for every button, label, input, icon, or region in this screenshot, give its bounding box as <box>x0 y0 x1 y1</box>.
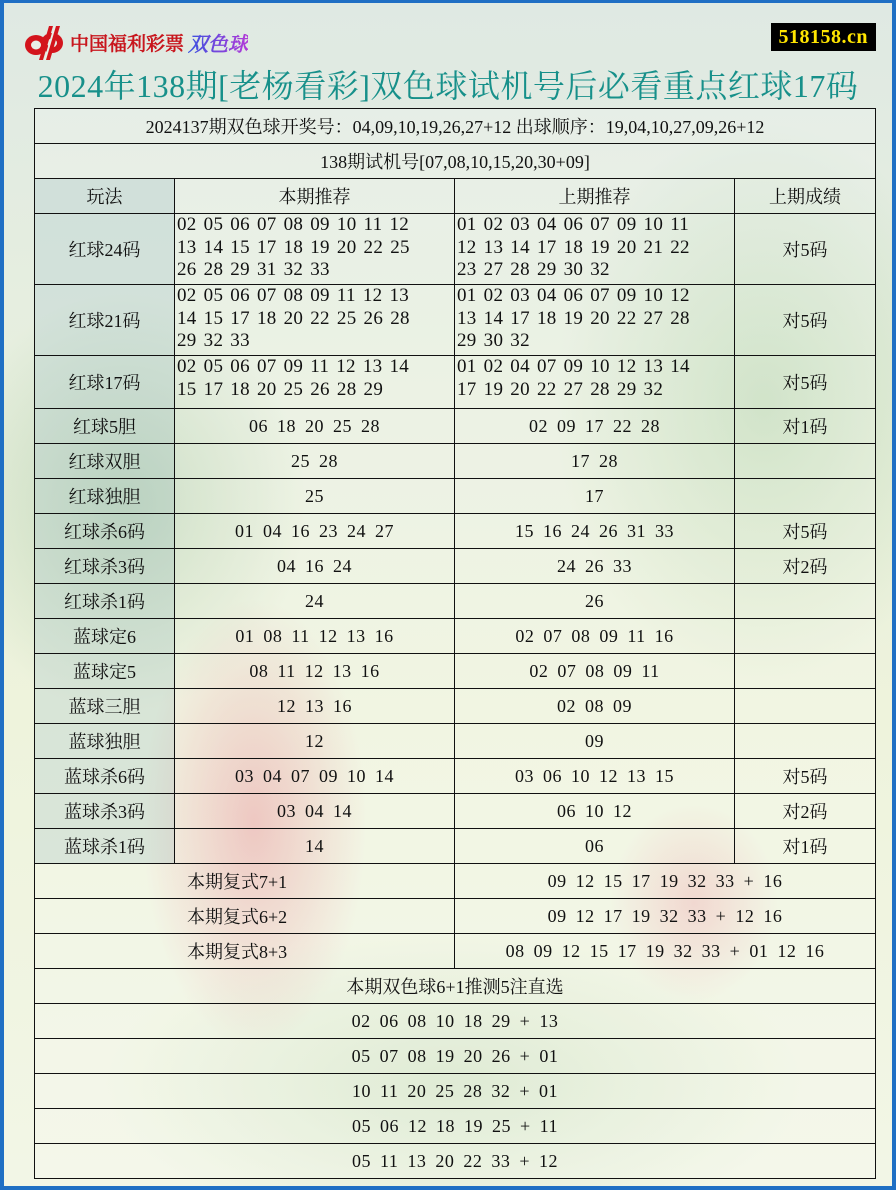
number-line: 26 28 29 31 32 33 <box>177 259 330 280</box>
table-row <box>35 356 876 409</box>
table-row <box>35 409 876 444</box>
number-line: 02 05 06 07 08 09 11 12 13 <box>177 285 410 306</box>
previous-numbers: 26 <box>455 584 735 619</box>
previous-numbers: 09 <box>455 724 735 759</box>
pick-row <box>35 1039 876 1074</box>
previous-result: 对5码 <box>735 214 876 285</box>
table-row <box>35 829 876 864</box>
table-row <box>35 214 876 285</box>
number-line: 29 30 32 <box>457 330 530 351</box>
number-line: 13 14 17 18 19 20 22 27 28 <box>457 307 690 329</box>
current-numbers: 25 <box>175 479 455 514</box>
previous-result <box>735 619 876 654</box>
previous-numbers: 02 07 08 09 11 <box>455 654 735 689</box>
picks-title: 本期双色球6+1推测5注直选 <box>35 969 876 1004</box>
previous-numbers: 03 06 10 12 13 15 <box>455 759 735 794</box>
logo-text: 中国福利彩票 <box>70 32 185 55</box>
current-numbers: 04 16 24 <box>175 549 455 584</box>
play-name: 红球21码 <box>35 285 175 356</box>
fushi-row <box>35 899 876 934</box>
previous-result: 对5码 <box>735 285 876 356</box>
previous-numbers: 02 09 17 22 28 <box>455 409 735 444</box>
table-row <box>35 724 876 759</box>
play-name: 蓝球杀1码 <box>35 829 175 864</box>
fushi-numbers: 09 12 15 17 19 32 33 + 16 <box>455 864 876 899</box>
current-numbers: 01 08 11 12 13 16 <box>175 619 455 654</box>
previous-result <box>735 654 876 689</box>
table-row <box>35 549 876 584</box>
current-numbers: 25 28 <box>175 444 455 479</box>
number-line: 12 13 14 17 18 19 20 21 22 <box>457 236 690 258</box>
previous-result <box>735 724 876 759</box>
number-line: 13 14 15 17 18 19 20 22 25 <box>177 236 410 258</box>
table-row <box>35 584 876 619</box>
current-numbers: 06 18 20 25 28 <box>175 409 455 444</box>
fushi-numbers: 09 12 17 19 32 33 + 12 16 <box>455 899 876 934</box>
table-row <box>35 619 876 654</box>
header-previous: 上期推荐 <box>455 179 735 214</box>
fushi-row <box>35 864 876 899</box>
previous-result: 对5码 <box>735 356 876 409</box>
pick-row <box>35 1144 876 1179</box>
table-row <box>35 444 876 479</box>
number-line: 29 32 33 <box>177 330 250 351</box>
play-name: 红球独胆 <box>35 479 175 514</box>
fushi-row <box>35 934 876 969</box>
previous-result: 对5码 <box>735 759 876 794</box>
play-name: 红球杀3码 <box>35 549 175 584</box>
pick-numbers: 05 06 12 18 19 25 + 11 <box>35 1109 876 1144</box>
test-number-row <box>35 144 876 179</box>
current-numbers: 12 13 16 <box>175 689 455 724</box>
picks-title-row <box>35 969 876 1004</box>
previous-numbers: 06 10 12 <box>455 794 735 829</box>
table-row <box>35 794 876 829</box>
number-line: 02 05 06 07 08 09 10 11 12 <box>177 214 410 235</box>
play-name: 红球5胆 <box>35 409 175 444</box>
previous-numbers: 15 16 24 26 31 33 <box>455 514 735 549</box>
play-name: 蓝球定6 <box>35 619 175 654</box>
play-name: 蓝球杀3码 <box>35 794 175 829</box>
play-name: 红球杀6码 <box>35 514 175 549</box>
previous-numbers: 02 08 09 <box>455 689 735 724</box>
table-row <box>35 479 876 514</box>
previous-numbers: 02 07 08 09 11 16 <box>455 619 735 654</box>
current-numbers <box>175 356 455 409</box>
current-numbers: 12 <box>175 724 455 759</box>
previous-result <box>735 689 876 724</box>
table-row <box>35 759 876 794</box>
welfare-lottery-logo-icon <box>22 24 66 60</box>
play-name: 红球24码 <box>35 214 175 285</box>
current-numbers: 03 04 07 09 10 14 <box>175 759 455 794</box>
play-name: 红球双胆 <box>35 444 175 479</box>
header-play: 玩法 <box>35 179 175 214</box>
test-number: 138期试机号[07,08,10,15,20,30+09] <box>35 144 876 179</box>
current-numbers: 14 <box>175 829 455 864</box>
number-line: 02 05 06 07 09 11 12 13 14 <box>177 356 410 377</box>
play-name: 红球17码 <box>35 356 175 409</box>
fushi-label: 本期复式7+1 <box>35 864 455 899</box>
number-line: 15 17 18 20 25 26 28 29 <box>177 378 384 400</box>
current-numbers: 24 <box>175 584 455 619</box>
table-row <box>35 285 876 356</box>
play-name: 蓝球三胆 <box>35 689 175 724</box>
previous-numbers: 17 28 <box>455 444 735 479</box>
number-line: 14 15 17 18 20 22 25 26 28 <box>177 307 410 329</box>
pick-numbers: 05 07 08 19 20 26 + 01 <box>35 1039 876 1074</box>
previous-result <box>735 479 876 514</box>
current-numbers <box>175 214 455 285</box>
previous-result: 对2码 <box>735 549 876 584</box>
play-name: 红球杀1码 <box>35 584 175 619</box>
header-current: 本期推荐 <box>175 179 455 214</box>
draw-result: 2024137期双色球开奖号：04,09,10,19,26,27+12 出球顺序：19,04,10,27,09,26+12 <box>35 109 876 144</box>
current-numbers: 08 11 12 13 16 <box>175 654 455 689</box>
previous-numbers: 24 26 33 <box>455 549 735 584</box>
play-name: 蓝球杀6码 <box>35 759 175 794</box>
draw-result-row <box>35 109 876 144</box>
number-line: 01 02 03 04 06 07 09 10 12 <box>457 285 690 306</box>
logo-game-name: 双色球 <box>188 28 248 57</box>
table-header-row <box>35 179 876 214</box>
table-row <box>35 654 876 689</box>
previous-result: 对2码 <box>735 794 876 829</box>
play-name: 蓝球定5 <box>35 654 175 689</box>
pick-row <box>35 1109 876 1144</box>
previous-result: 对1码 <box>735 829 876 864</box>
previous-result: 对1码 <box>735 409 876 444</box>
cwl-logo <box>22 25 248 59</box>
current-numbers <box>175 285 455 356</box>
previous-numbers <box>455 285 735 356</box>
number-line: 01 02 03 04 06 07 09 10 11 <box>457 214 690 235</box>
previous-numbers <box>455 356 735 409</box>
previous-numbers: 17 <box>455 479 735 514</box>
number-line: 01 02 04 07 09 10 12 13 14 <box>457 356 690 377</box>
page-title: 2024年138期[老杨看彩]双色球试机号后必看重点红球17码 <box>37 68 859 104</box>
previous-result <box>735 444 876 479</box>
pick-row <box>35 1074 876 1109</box>
table-row <box>35 514 876 549</box>
number-line: 23 27 28 29 30 32 <box>457 259 610 280</box>
play-name: 蓝球独胆 <box>35 724 175 759</box>
header-result: 上期成绩 <box>735 179 876 214</box>
pick-numbers: 02 06 08 10 18 29 + 13 <box>35 1004 876 1039</box>
pick-row <box>35 1004 876 1039</box>
current-numbers: 01 04 16 23 24 27 <box>175 514 455 549</box>
prediction-table <box>34 108 876 1179</box>
fushi-label: 本期复式8+3 <box>35 934 455 969</box>
previous-numbers <box>455 214 735 285</box>
previous-result <box>735 584 876 619</box>
fushi-label: 本期复式6+2 <box>35 899 455 934</box>
pick-numbers: 10 11 20 25 28 32 + 01 <box>35 1074 876 1109</box>
previous-numbers: 06 <box>455 829 735 864</box>
fushi-numbers: 08 09 12 15 17 19 32 33 + 01 12 16 <box>455 934 876 969</box>
current-numbers: 03 04 14 <box>175 794 455 829</box>
previous-result: 对5码 <box>735 514 876 549</box>
site-badge[interactable]: 518158.cn <box>771 23 877 51</box>
table-row <box>35 689 876 724</box>
number-line: 17 19 20 22 27 28 29 32 <box>457 378 664 400</box>
pick-numbers: 05 11 13 20 22 33 + 12 <box>35 1144 876 1179</box>
